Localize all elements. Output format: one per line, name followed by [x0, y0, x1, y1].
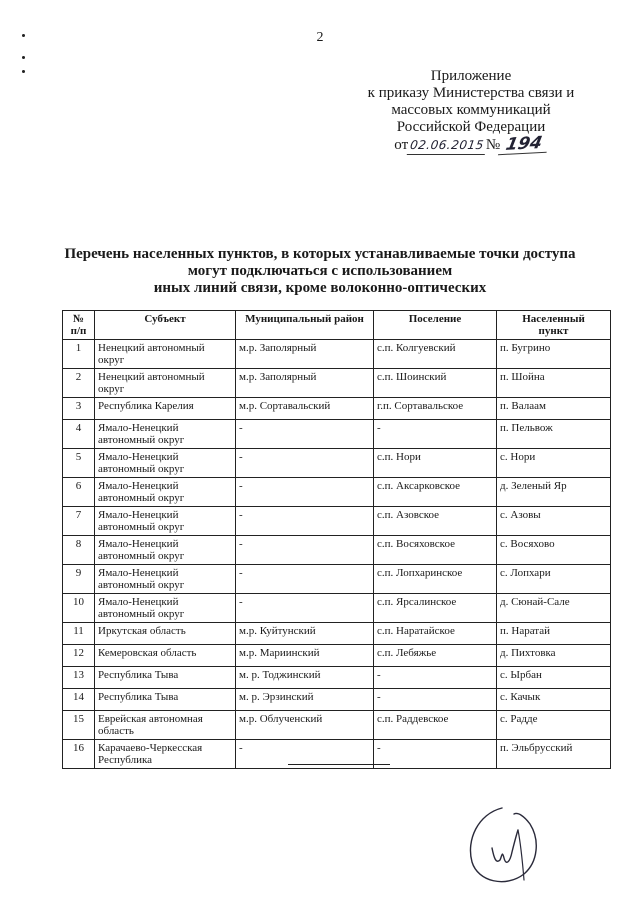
cell-subject-line-1: Карачаево-Черкесская [98, 742, 203, 754]
cell-num: 9 [63, 565, 95, 594]
cell-locality: с. Лопхари [497, 565, 611, 594]
cell-subject-line-2: автономный округ [98, 608, 185, 620]
cell-subject [95, 449, 236, 478]
cell-settlement: - [374, 667, 497, 689]
cell-num: 10 [63, 594, 95, 623]
cell-locality: с. Восяхово [497, 536, 611, 565]
title-line-2: могут подключаться с использованием [187, 263, 453, 279]
cell-settlement: с.п. Раддевское [374, 711, 497, 740]
table-row [63, 594, 611, 623]
cell-settlement: с.п. Лопхаринское [374, 565, 497, 594]
cell-subject [95, 645, 236, 667]
table-row [63, 449, 611, 478]
cell-locality: с. Качык [497, 689, 611, 711]
settlements-table [62, 310, 611, 769]
cell-subject [95, 369, 236, 398]
cell-num: 16 [63, 740, 95, 769]
cell-subject-line-2: округ [98, 354, 125, 366]
cell-subject-line-1: Республика Тыва [98, 669, 179, 681]
cell-settlement: - [374, 689, 497, 711]
cell-subject-line-2: автономный округ [98, 492, 185, 504]
cell-subject-line-2: автономный округ [98, 463, 185, 475]
cell-settlement: - [374, 740, 497, 769]
order-number-handwritten: 194 [498, 135, 550, 155]
cell-subject-line-1: Ямало-Ненецкий [98, 509, 179, 521]
cell-district: м.р. Заполярный [236, 369, 374, 398]
cell-num: 15 [63, 711, 95, 740]
cell-subject-line-1: Иркутская область [98, 625, 186, 637]
cell-num: 3 [63, 398, 95, 420]
table-row [63, 507, 611, 536]
cell-settlement: с.п. Шоинский [374, 369, 497, 398]
cell-subject-line-1: Ямало-Ненецкий [98, 538, 179, 550]
cell-subject-line-2: автономный округ [98, 550, 185, 562]
order-line [346, 133, 596, 155]
table-row [63, 420, 611, 449]
cell-settlement: с.п. Наратайское [374, 623, 497, 645]
cell-num: 5 [63, 449, 95, 478]
header-locality [497, 311, 611, 340]
cell-settlement: с.п. Нори [374, 449, 497, 478]
appendix-line-4: Российской Федерации [396, 119, 546, 135]
cell-subject [95, 478, 236, 507]
cell-locality: с. Радде [497, 711, 611, 740]
cell-locality: п. Пельвож [497, 420, 611, 449]
cell-subject [95, 740, 236, 769]
cell-settlement: - [374, 420, 497, 449]
cell-subject-line-1: Ямало-Ненецкий [98, 567, 179, 579]
cell-num: 6 [63, 478, 95, 507]
cell-locality: д. Сюнай-Сале [497, 594, 611, 623]
cell-settlement: с.п. Азовское [374, 507, 497, 536]
table-body [63, 340, 611, 769]
cell-subject-line-1: Ненецкий автономный [98, 342, 205, 354]
cell-district: м.р. Куйтунский [236, 623, 374, 645]
table-row [63, 478, 611, 507]
cell-district: м. р. Тоджинский [236, 667, 374, 689]
cell-district: м. р. Эрзинский [236, 689, 374, 711]
signature-mark [458, 800, 548, 890]
cell-district: - [236, 565, 374, 594]
cell-locality: д. Пихтовка [497, 645, 611, 667]
cell-settlement: г.п. Сортавальское [374, 398, 497, 420]
cell-num: 14 [63, 689, 95, 711]
order-prefix: от [394, 137, 409, 153]
cell-subject [95, 565, 236, 594]
cell-subject-line-1: Ненецкий автономный [98, 371, 205, 383]
cell-locality: п. Бугрино [497, 340, 611, 369]
cell-subject-line-1: Ямало-Ненецкий [98, 451, 179, 463]
cell-subject-line-1: Республика Тыва [98, 691, 179, 703]
cell-district: м.р. Облученский [236, 711, 374, 740]
appendix-line-2: к приказу Министерства связи и [367, 85, 575, 101]
cell-district: м.р. Заполярный [236, 340, 374, 369]
cell-subject [95, 667, 236, 689]
cell-num: 8 [63, 536, 95, 565]
appendix-line-3: массовых коммуникаций [391, 102, 551, 118]
table-row [63, 711, 611, 740]
table-row [63, 369, 611, 398]
title-line-1: Перечень населенных пунктов, в которых устанавливаемые точки доступа [64, 246, 576, 262]
cell-district: - [236, 478, 374, 507]
table-row [63, 565, 611, 594]
cell-district: - [236, 507, 374, 536]
cell-subject-line-1: Ямало-Ненецкий [98, 596, 179, 608]
signature-tail [518, 830, 524, 880]
cell-subject [95, 711, 236, 740]
table-row [63, 398, 611, 420]
appendix-line-1: Приложение [430, 68, 512, 84]
cell-subject-line-2: автономный округ [98, 579, 185, 591]
cell-subject-line-2: Республика [98, 754, 153, 766]
cell-num: 11 [63, 623, 95, 645]
header-settlement: Поселение [374, 311, 497, 340]
page-number: 2 [316, 30, 324, 45]
closing-rule [288, 764, 390, 765]
cell-settlement: с.п. Колгуевский [374, 340, 497, 369]
header-locality-line-2: пункт [538, 325, 569, 337]
cell-subject-line-2: автономный округ [98, 434, 185, 446]
cell-subject-line-1: Кемеровская область [98, 647, 197, 659]
cell-district: - [236, 536, 374, 565]
cell-num: 4 [63, 420, 95, 449]
cell-subject [95, 689, 236, 711]
cell-num: 1 [63, 340, 95, 369]
cell-locality: п. Валаам [497, 398, 611, 420]
header-district: Муниципальный район [236, 311, 374, 340]
cell-subject-line-1: Республика Карелия [98, 400, 194, 412]
header-subject: Субъект [95, 311, 236, 340]
cell-district: - [236, 740, 374, 769]
cell-subject [95, 594, 236, 623]
document-title [40, 246, 600, 297]
table-row [63, 645, 611, 667]
cell-subject-line-1: Ямало-Ненецкий [98, 422, 179, 434]
cell-subject-line-2: округ [98, 383, 125, 395]
cell-subject-line-1: Еврейская автономная [98, 713, 203, 725]
cell-locality: с. Ырбан [497, 667, 611, 689]
table-row [63, 667, 611, 689]
cell-subject [95, 420, 236, 449]
cell-locality: д. Зеленый Яр [497, 478, 611, 507]
header-num-line-1: № [72, 313, 85, 325]
signature-loop [470, 808, 536, 882]
header-num [63, 311, 95, 340]
order-date-handwritten: 02.06.2015 [407, 137, 487, 155]
cell-num: 2 [63, 369, 95, 398]
cell-subject-line-2: область [98, 725, 134, 737]
margin-dot [22, 70, 25, 73]
cell-locality: с. Нори [497, 449, 611, 478]
signature-letters [492, 830, 518, 862]
header-num-line-2: п/п [70, 325, 87, 337]
cell-num: 12 [63, 645, 95, 667]
cell-settlement: с.п. Восяховское [374, 536, 497, 565]
cell-settlement: с.п. Ярсалинское [374, 594, 497, 623]
cell-district: м.р. Мариинский [236, 645, 374, 667]
table-header-row [63, 311, 611, 340]
cell-locality: п. Наратай [497, 623, 611, 645]
cell-num: 7 [63, 507, 95, 536]
cell-num: 13 [63, 667, 95, 689]
cell-settlement: с.п. Аксарковское [374, 478, 497, 507]
margin-dot [22, 56, 25, 59]
cell-district: - [236, 449, 374, 478]
cell-district: - [236, 420, 374, 449]
table-row [63, 689, 611, 711]
number-sign: № [485, 137, 501, 153]
cell-subject [95, 507, 236, 536]
cell-locality: с. Азовы [497, 507, 611, 536]
cell-subject [95, 398, 236, 420]
cell-subject-line-2: автономный округ [98, 521, 185, 533]
table-row [63, 623, 611, 645]
table-row [63, 340, 611, 369]
appendix-header [346, 68, 596, 155]
cell-district: м.р. Сортавальский [236, 398, 374, 420]
title-line-3: иных линий связи, кроме волоконно-оптических [153, 280, 487, 296]
cell-district: - [236, 594, 374, 623]
cell-locality: п. Эльбрусский [497, 740, 611, 769]
cell-subject [95, 340, 236, 369]
cell-locality: п. Шойна [497, 369, 611, 398]
cell-subject [95, 536, 236, 565]
cell-settlement: с.п. Лебяжье [374, 645, 497, 667]
table-row [63, 536, 611, 565]
cell-subject-line-1: Ямало-Ненецкий [98, 480, 179, 492]
header-locality-line-1: Населенный [522, 313, 585, 325]
cell-subject [95, 623, 236, 645]
